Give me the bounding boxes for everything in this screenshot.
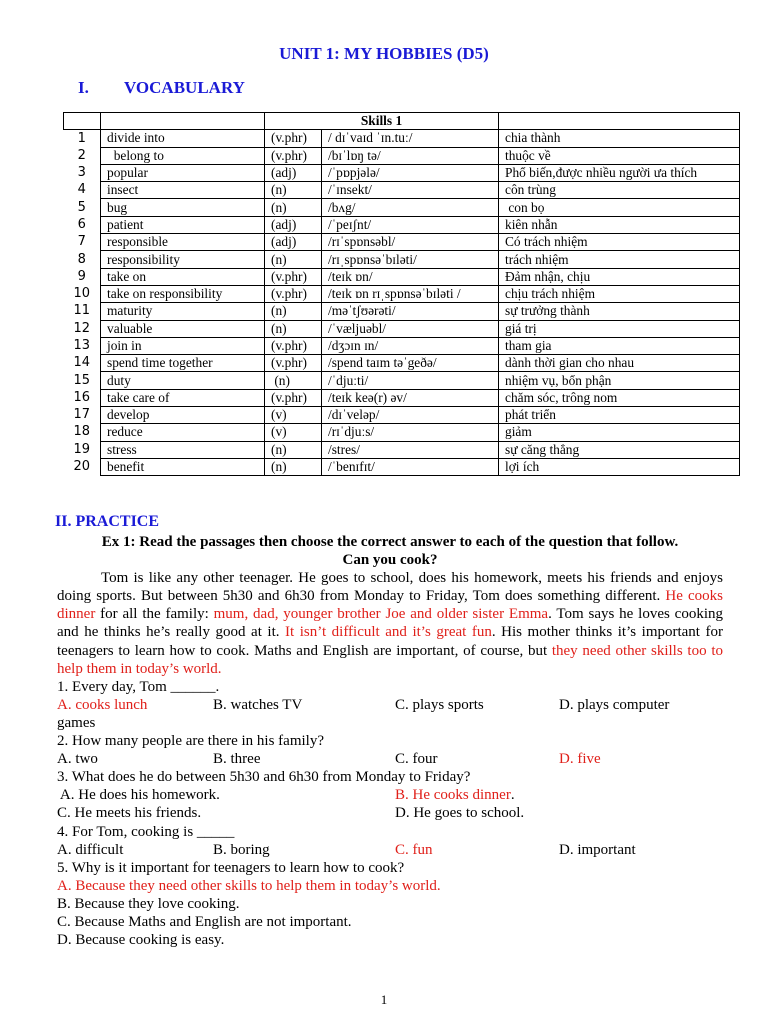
cell-n: 15 (73, 372, 91, 388)
passage-segment: . His mother thinks it’s important for teenagers to learn how to cook. Maths and English are important, of course, but (57, 624, 723, 659)
practice-content (57, 533, 723, 949)
table-row (64, 355, 740, 372)
question-4: 4. For Tom, cooking is _____ A. difficult B. boring C. fun D. important (57, 823, 636, 858)
cell-meaning: giảm (499, 424, 740, 441)
table-row (64, 424, 740, 441)
cell-pos: (v.phr) (265, 337, 322, 354)
cell-n: 14 (73, 355, 91, 371)
cell-meaning: Đảm nhận, chịu (499, 268, 740, 285)
passage-highlight: It isn’t difficult and it’s great fun (285, 624, 492, 641)
passage-highlight: mum, dad, younger brother Joe and older sister Emma (213, 606, 549, 623)
cell-meaning: chăm sóc, trông nom (499, 389, 740, 406)
q2-option-d: D. five (559, 751, 601, 768)
q3-option-c: C. He meets his friends. (57, 805, 202, 822)
cell-n: 12 (73, 320, 91, 336)
cell-ipa: /teɪk keə(r) əv/ (322, 389, 499, 406)
cell-pos: (v.phr) (265, 389, 322, 406)
question-3: 3. What does he do between 5h30 and 6h30 from Monday to Friday? A. He does his homework. B. He cooks dinner. C. He meets his friends. D. He goes to school. (57, 769, 525, 822)
q2-option-a: A. two (57, 751, 98, 768)
cell-n: 4 (77, 182, 86, 198)
cell-meaning: chia thành (499, 130, 740, 147)
vocabulary-heading (78, 78, 245, 98)
table-row (64, 389, 740, 406)
q1-option-d: D. plays computer (559, 696, 670, 713)
table-row (64, 234, 740, 251)
q5-option-d: D. Because cooking is easy. (57, 932, 225, 949)
cell-meaning: côn trùng (499, 182, 740, 199)
cell-meaning: lợi ích (499, 458, 740, 475)
cell-ipa: /ˈbenɪfɪt/ (322, 458, 499, 475)
q2-option-c: C. four (395, 751, 438, 768)
exercise-instruction: Ex 1: Read the passages then choose the correct answer to each of the question that follow. (101, 534, 679, 550)
table-row (64, 164, 740, 181)
table-header-label: Skills 1 (265, 113, 499, 130)
passage-highlight: they need other skills too to help them in today’s world. (57, 642, 723, 677)
cell-meaning: trách nhiệm (499, 251, 740, 268)
q4-option-b: B. boring (213, 841, 270, 858)
page-title: UNIT 1: MY HOBBIES (D5) (279, 44, 489, 63)
cell-meaning: chịu trách nhiệm (499, 285, 740, 302)
cell-n: 5 (77, 199, 86, 215)
passage-segment: . Tom says he loves cooking and he thinks he’s really good at it. (57, 606, 723, 641)
table-row (64, 303, 740, 320)
q3-option-a: A. He does his homework. (57, 787, 220, 804)
cell-ipa: /ˈdjuːti/ (322, 372, 499, 389)
cell-word: belong to (101, 147, 265, 164)
cell-ipa: /ˈvæljuəbl/ (322, 320, 499, 337)
cell-n: 3 (77, 165, 86, 181)
cell-n: 20 (73, 459, 91, 475)
table-row (64, 216, 740, 233)
cell-word: divide into (101, 130, 265, 147)
cell-pos: (adj) (265, 216, 322, 233)
cell-pos: (v.phr) (265, 147, 322, 164)
cell-meaning: con bọ (499, 199, 740, 216)
cell-n: 10 (73, 286, 91, 302)
cell-ipa: /bʌg/ (322, 199, 499, 216)
cell-word: maturity (101, 303, 265, 320)
cell-ipa: /dɪˈveləp/ (322, 407, 499, 424)
cell-meaning: phát triển (499, 407, 740, 424)
cell-n: 2 (77, 147, 86, 163)
cell-ipa: /teɪk ɒn/ (322, 268, 499, 285)
cell-meaning: Phổ biến,được nhiều người ưa thích (499, 164, 740, 181)
section-number: I. (78, 78, 89, 97)
q4-option-a: A. difficult (57, 841, 124, 858)
cell-ipa: /spend taɪm təˈgeðə/ (322, 355, 499, 372)
cell-ipa: /ˈpeɪʃnt/ (322, 216, 499, 233)
q1-option-a: A. cooks lunch (57, 696, 148, 713)
cell-meaning: sự căng thẳng (499, 441, 740, 458)
practice-heading: II. PRACTICE (55, 513, 160, 530)
cell-ipa: /bɪˈlɒŋ tə/ (322, 147, 499, 164)
cell-word: reduce (101, 424, 265, 441)
cell-pos: (n) (265, 320, 322, 337)
cell-word: bug (101, 199, 265, 216)
passage-segment: Tom is like any other teenager. He goes to school, does his homework, meets his friends and enjoys doing sports. But between 5h30 and 6h30 from Monday to Friday, Tom does something different. (57, 570, 723, 605)
cell-meaning: dành thời gian cho nhau (499, 355, 740, 372)
cell-word: duty (101, 372, 265, 389)
q4-option-c: C. fun (395, 841, 433, 858)
cell-meaning: Có trách nhiệm (499, 234, 740, 251)
cell-pos: (n) (265, 303, 322, 320)
cell-pos: (v.phr) (265, 355, 322, 372)
vocabulary-table (63, 112, 740, 476)
cell-n: 9 (77, 268, 86, 284)
cell-n: 11 (73, 303, 91, 319)
table-row (64, 372, 740, 389)
cell-meaning: thuộc về (499, 147, 740, 164)
page-number: 1 (380, 992, 388, 1007)
cell-pos: (n) (265, 182, 322, 199)
table-row (64, 182, 740, 199)
cell-n: 16 (73, 389, 91, 405)
cell-word: benefit (101, 458, 265, 475)
cell-n: 13 (73, 338, 91, 353)
table-row (64, 199, 740, 216)
section-label: VOCABULARY (124, 78, 245, 97)
cell-n: 1 (77, 130, 86, 146)
table-row (64, 407, 740, 424)
cell-ipa: /ˈɪnsekt/ (322, 182, 499, 199)
passage-text (57, 569, 723, 678)
cell-ipa: /rɪˈspɒnsəbl/ (322, 234, 499, 251)
cell-n: 18 (73, 424, 91, 440)
cell-pos: (v.phr) (265, 268, 322, 285)
passage-title: Can you cook? (342, 552, 438, 569)
cell-pos: (n) (265, 199, 322, 216)
cell-pos: (adj) (265, 164, 322, 181)
cell-word: responsibility (101, 251, 265, 268)
cell-ipa: /rɪˌspɒnsəˈbɪləti/ (322, 251, 499, 268)
table-row (64, 251, 740, 268)
cell-word: take on (101, 268, 265, 285)
cell-word: develop (101, 407, 265, 424)
cell-n: 6 (77, 216, 86, 232)
table-row (64, 458, 740, 475)
question-1: 1. Every day, Tom ______. A. cooks lunch B. watches TV C. plays sports D. plays computer games (57, 678, 723, 732)
cell-word: join in (101, 337, 265, 354)
cell-word: spend time together (101, 355, 265, 372)
cell-pos: (n) (265, 441, 322, 458)
q5-option-a: A. Because they need other skills to help them in today’s world. (57, 877, 441, 894)
cell-meaning: kiên nhẫn (499, 216, 740, 233)
q1-option-d-continued: games (57, 714, 96, 731)
cell-word: take care of (101, 389, 265, 406)
cell-n: 8 (77, 251, 86, 267)
table-row (64, 441, 740, 458)
cell-pos: (v) (265, 424, 322, 441)
cell-word: popular (101, 164, 265, 181)
q5-option-c: C. Because Maths and English are not important. (57, 913, 352, 930)
cell-ipa: /stres/ (322, 441, 499, 458)
q5-option-b: B. Because they love cooking. (57, 895, 240, 912)
cell-pos: (v.phr) (265, 130, 322, 147)
table-row (64, 337, 740, 354)
cell-pos: (n) (265, 458, 322, 475)
cell-meaning: tham gia (499, 337, 740, 354)
cell-meaning: giá trị (499, 320, 740, 337)
q1-option-b: B. watches TV (213, 696, 303, 713)
cell-n: 17 (73, 407, 91, 423)
cell-word: take on responsibility (101, 285, 265, 302)
cell-meaning: nhiệm vụ, bổn phận (499, 372, 740, 389)
cell-meaning: sự trưởng thành (499, 303, 740, 320)
question-5: 5. Why is it important for teenagers to learn how to cook? A. Because they need other skills to help them in today’s world. B. Because they love cooking. C. Because Maths and English are not important. D. Because cooking is easy. (57, 859, 723, 949)
cell-word: valuable (101, 320, 265, 337)
cell-word: stress (101, 441, 265, 458)
table-row (64, 320, 740, 337)
cell-pos: (adj) (265, 234, 322, 251)
q4-option-d: D. important (559, 841, 636, 858)
table-row (64, 285, 740, 302)
cell-ipa: /ˈpɒpjələ/ (322, 164, 499, 181)
table-row (64, 147, 740, 164)
q1-option-c: C. plays sports (395, 696, 484, 713)
q2-option-b: B. three (213, 751, 261, 768)
passage-segment: for all the family: (95, 606, 214, 623)
cell-ipa: / dɪˈvaɪd ˈɪn.tuː/ (322, 130, 499, 147)
passage-highlight: He cooks dinner (57, 588, 723, 623)
cell-word: insect (101, 182, 265, 199)
cell-pos: (n) (265, 251, 322, 268)
q3-option-b: B. He cooks dinner. (395, 787, 515, 804)
cell-ipa: /rɪˈdjuːs/ (322, 424, 499, 441)
q3-option-d: D. He goes to school. (395, 805, 525, 822)
cell-n: 7 (77, 234, 86, 250)
table-row (64, 268, 740, 285)
cell-n: 19 (73, 441, 91, 457)
cell-pos: (v.phr) (265, 285, 322, 302)
table-row (64, 130, 740, 147)
cell-pos: (n) (265, 372, 322, 389)
cell-ipa: /məˈtʃʊərəti/ (322, 303, 499, 320)
cell-pos: (v) (265, 407, 322, 424)
table-header-row (64, 113, 740, 130)
cell-word: responsible (101, 234, 265, 251)
cell-word: patient (101, 216, 265, 233)
question-2: 2. How many people are there in his family? A. two B. three C. four D. five (57, 733, 601, 768)
cell-ipa: /dʒɔɪn ɪn/ (322, 337, 499, 354)
cell-ipa: /teɪk ɒn rɪˌspɒnsəˈbɪləti / (322, 285, 499, 302)
